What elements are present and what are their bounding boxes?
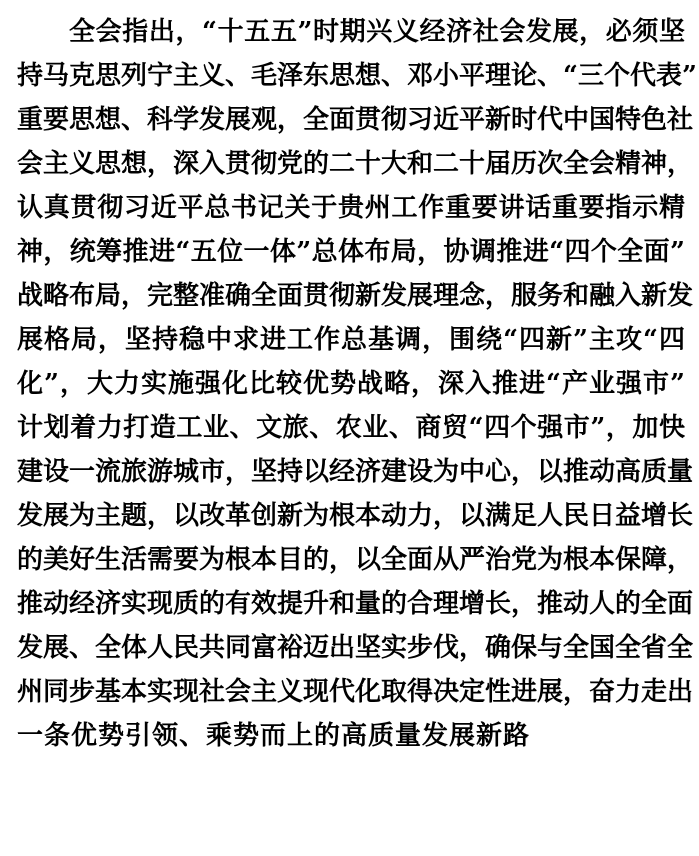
paragraph-line: 一条优势引领、乘势而上的高质量发展新路 (17, 721, 531, 751)
paragraph-line: 发展为主题，以改革创新为根本动力，以满足人民日益增长 (17, 501, 694, 531)
paragraph-line: 持马克思列宁主义、毛泽东思想、邓小平理论、“三个代表” (17, 61, 697, 91)
paragraph-line: 计划着力打造工业、文旅、农业、商贸“四个强市”，加快 (17, 413, 685, 443)
paragraph-line: 全会指出，“十五五”时期兴义经济社会发展，必须坚 (69, 17, 685, 47)
paragraph-line: 神，统筹推进“五位一体”总体布局，协调推进“四个全面” (17, 237, 685, 267)
paragraph-line: 战略布局，完整准确全面贯彻新发展理念，服务和融入新发 (17, 281, 694, 311)
paragraph-line: 化”，大力实施强化比较优势战略，深入推进“产业强市” (17, 369, 685, 399)
paragraph-line: 推动经济实现质的有效提升和量的合理增长，推动人的全面 (17, 589, 694, 619)
paragraph-line: 展格局，坚持稳中求进工作总基调，围绕“四新”主攻“四 (17, 325, 685, 355)
paragraph-line: 重要思想、科学发展观，全面贯彻习近平新时代中国特色社 (17, 105, 694, 135)
paragraph-line: 会主义思想，深入贯彻党的二十大和二十届历次全会精神， (17, 149, 694, 179)
paragraph-line: 建设一流旅游城市，坚持以经济建设为中心，以推动高质量 (17, 457, 694, 487)
paragraph-line: 州同步基本实现社会主义现代化取得决定性进展，奋力走出 (17, 677, 694, 707)
paragraph-line: 认真贯彻习近平总书记关于贵州工作重要讲话重要指示精 (17, 193, 685, 223)
paragraph-line: 的美好生活需要为根本目的，以全面从严治党为根本保障， (17, 545, 694, 575)
paragraph-line: 发展、全体人民共同富裕迈出坚实步伐，确保与全国全省全 (17, 633, 694, 663)
